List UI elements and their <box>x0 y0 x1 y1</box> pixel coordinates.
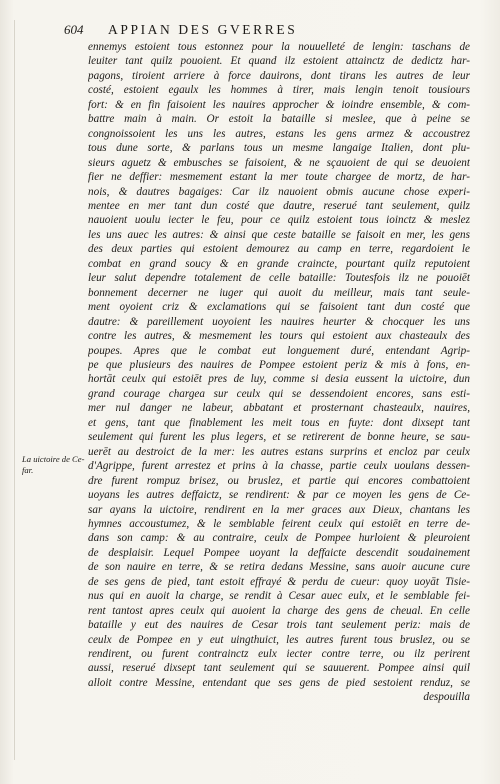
text-line: uoyans les autres deffaictz, se rendirent: & par ce moyen les gens de Ce- <box>88 489 470 502</box>
body-text <box>88 40 470 705</box>
text-line: nois, & dautres bagaiges: Car ilz nauoient obmis aucune chose experi- <box>88 185 470 198</box>
text-line: aussi, reserué dixsept tant seulement qui se sauuerent. Pompee ainsi quil <box>88 662 470 675</box>
text-line: de ses gens de pied, tant estoit effrayé & perdu de cueur: quoy uoyāt Tisie- <box>88 575 470 588</box>
text-line: leur salut dependre totalement de celle bataille: Toutesfois ilz ne pouoiēt <box>88 272 470 285</box>
margin-note <box>22 454 88 476</box>
text-line: fort: & en fin faisoient les nauires approcher & ioindre ensemble, & com- <box>88 98 470 111</box>
text-line: d'Agrippe, furent arrestez et prins à la chasse, partie ceulx uoulans dessen- <box>88 460 470 473</box>
text-line: rent tantost apres ceulx qui auoient la charge des gens de cheual. En celle <box>88 604 470 617</box>
text-line: battre main à main. Or estoit la bataille si meslee, que à peine se <box>88 113 470 126</box>
text-line: alloit contre Messine, entendant que ses gens de pied sestoient renduz, se <box>88 676 470 689</box>
margin-note-line: La uictoire de Ce- <box>22 454 85 464</box>
text-line: des deux parties qui estoient demourez au camp en terre, regardoient le <box>88 243 470 256</box>
text-line: ment oyoient criz & exclamations qui se faisoient tant dun costé que <box>88 301 470 314</box>
text-line: dre furent rompuz brisez, ou bruslez, et partie qui encores combattoient <box>88 474 470 487</box>
text-line: seulement qui furent les plus legers, et se retirerent de bonne heure, se sau- <box>88 431 470 444</box>
text-line: hymnes accoustumez, & le semblable feirent ceulx qui estoiēt en terre de- <box>88 517 470 530</box>
text-line: les uns auec les autres: & ainsi que ceste bataille se faisoit en mer, les gens <box>88 228 470 241</box>
text-line: hortāt ceulx qui estoiēt pres de luy, comme si desia eussent la uictoire, dun <box>88 373 470 386</box>
text-line: pagons, tiroient arriere à force dauirons, dont tirans les autres de leur <box>88 69 470 82</box>
text-line: despouilla <box>423 691 470 704</box>
page-header <box>64 22 456 42</box>
text-line: dautre: & pareillement uoyoient les nauires heurter & chocquer les uns <box>88 315 470 328</box>
text-line: ceulx de Pompee en y eut uingthuict, les autres furent tous bruslez, ou se <box>88 633 470 646</box>
running-head: APPIAN DES GVERRES <box>108 22 298 37</box>
text-line: ennemys estoient tous estonnez pour la nouuelleté de lengin: taschans de <box>88 41 470 53</box>
text-line: combat en grand soucy & en grande craincte, pourtant quilz reputoient <box>88 257 470 270</box>
text-line: bonnement decerner ne iuger qui auoit du meilleur, mais tant seule- <box>88 286 470 299</box>
text-line: mer nul danger ne labeur, abbatant et prosternant chasteaulx, nauires, <box>88 402 470 415</box>
margin-note-line: far. <box>22 465 34 475</box>
text-line: uerēt au destroict de la mer: les autres estans surprins et encloz par ceulx <box>88 445 470 458</box>
text-line: sieurs aguetz & embusches se faisoient, & ne sçauoient de qui se deuoient <box>88 156 470 169</box>
text-line: mentee en mer tant dun costé que dautre, reserué tant seulement, quilz <box>88 199 470 212</box>
text-line: contre les autres, & mesmement les tours qui estoient aux chasteaulx des <box>88 330 470 343</box>
text-line: grand courage chargea sur ceulx qui se dessendoient encores, sans esti- <box>88 387 470 400</box>
text-line: nus qui en auoit la charge, se rendit à Cesar auec eulx, et le semblable fei- <box>88 590 470 603</box>
text-line: et gens, tant que finablement les meit tous en fuyte: dont dixsept tant <box>88 416 470 429</box>
page-fold-line <box>14 20 15 760</box>
text-line: leuiter tant quilz pouoient. Et quand ilz estoient attainctz de dedictz har- <box>88 55 470 68</box>
text-line: sar ayans la uictoire, rendirent en la mer graces aux Dieux, chantans les <box>88 503 470 516</box>
text-line: de desplaisir. Lequel Pompee uoyant la deffaicte descendit soudainement <box>88 546 470 559</box>
text-line: rendirent, ou furent contrainctz eulx iecter contre terre, ou ilz perirent <box>88 648 470 661</box>
text-line: nauoient uoulu iecter le feu, pour ce quilz estoient tous ioinctz & meslez <box>88 214 470 227</box>
text-line: de son nauire en terre, & se retira dedans Messine, sans auoir aucune cure <box>88 561 470 574</box>
text-line: tous dune sorte, & parlans tous un mesme langaige Italien, dont plu- <box>88 142 470 155</box>
page-number: 604 <box>64 22 84 37</box>
text-line: fier ne deffier: mesmement estant la mer toute chargee de mortz, de har- <box>88 171 470 184</box>
text-line: costé, estoient egaulx les hommes à tirer, mais lengin tenoit tousiours <box>88 84 470 97</box>
text-line: bataille y eut des nauires de Cesar trois tant seulement periz: mais de <box>88 619 470 632</box>
text-line: dans son camp: & au contraire, ceulx de Pompee hurloient & pleuroient <box>88 532 470 545</box>
text-line: pe que plusieurs des nauires de Pompee estoient periz & mis à fons, en- <box>88 358 470 371</box>
text-line: poupes. Apres que le combat eut longuement duré, entendant Agrip- <box>88 344 470 357</box>
text-line: congnoissoient les uns les autres, estans les gens armez & accoustrez <box>88 127 470 140</box>
